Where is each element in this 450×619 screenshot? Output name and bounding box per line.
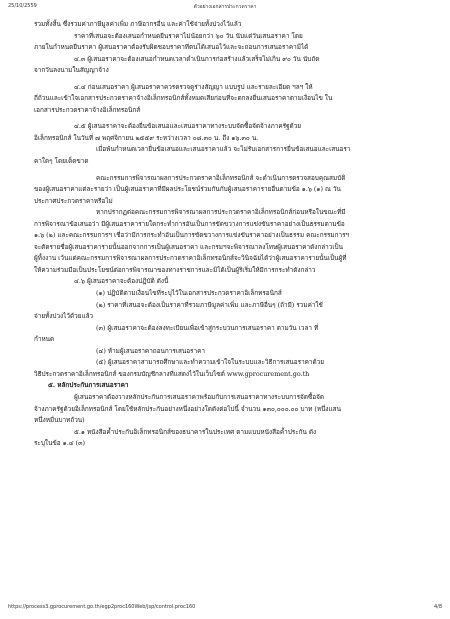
text-line: คณะกรรมการพิจารณาผลการประกวดราคาอิเล็กทรอนิกส์ จะดำเนินการตรวจสอบคุณสมบัติ (96, 173, 346, 182)
clause-4-3: ๔.๓ ผู้เสนอราคาจะต้องเสนอกำหนดเวลาดำเนินการก่อสร้างแล้วเสร็จไม่เกิน ๙๐ วัน นับถัด (74, 54, 320, 63)
text-line: หนึ่งหมื่นบาทถ้วน) (34, 416, 85, 425)
text-line: ราคาที่เสนอจะต้องเสนอกำหนดยืนราคาไม่น้อยกว่า ๖๐ วัน นับแต่วันเสนอราคา โดย (74, 31, 303, 40)
sub-item-5: (๕) ผู้เสนอราคาสามารถศึกษาและทำความเข้าใจในระบบและวิธีการเสนอราคาด้วย (96, 358, 325, 367)
text-line: วิธีประกวดราคาอิเล็กทรอนิกส์ ของกรมบัญชีกลางที่แสดงไว้ในเว็บไซต์ www.gprocurement.go.th (34, 369, 310, 378)
text-line: เอกสารประกวดราคาจ้างอิเล็กทรอนิกส์ (34, 105, 141, 114)
sub-item-2: (๒) ราคาที่เสนอจะต้องเป็นราคาที่รวมภาษีมูลค่าเพิ่ม และภาษีอื่นๆ (ถ้ามี) รวมค่าใช้ (96, 300, 323, 309)
text-line: ให้ความร่วมมือเป็นประโยชน์ต่อการพิจารณาของทางราชการและมิได้เป็นผู้ริเริ่มให้มีการกระทำดังกล่าว (34, 265, 316, 274)
sub-item-1: (๑) ปฏิบัติตามเงื่อนไขที่ระบุไว้ในเอกสารประกวดราคาอิเล็กทรอนิกส์ (96, 289, 282, 298)
text-line: รวมทั้งสิ้น ซึ่งรวมค่าภาษีมูลค่าเพิ่ม ภาษีอากรอื่น และค่าใช้จ่ายทั้งปวงไว้แล้ว (34, 20, 242, 28)
print-date: 25/10/2559 (8, 3, 37, 9)
text-line: คาใดๆ โดยเด็ดขาด (34, 157, 89, 166)
text-line: จ่ายทั้งปวงไว้ด้วยแล้ว (34, 312, 94, 321)
text-line: ถี่ถ้วนและเข้าใจเอกสารประกวดราคาจ้างอิเล็กทรอนิกส์ทั้งหมดเสียก่อนที่จะตกลงยื่นเสนอราคาตามเงื่อนไข ใน (34, 94, 333, 103)
footer-url: https://process3.gprocurement.go.th/egp2proc160Web/jsp/control.proc160 (8, 604, 196, 610)
text-line: จากวันลงนามในสัญญาจ้าง (34, 66, 109, 75)
clause-4-6: ๔.๖ ผู้เสนอราคาจะต้องปฏิบัติ ดังนี้ (74, 277, 169, 286)
text-line: จะตัดรายชื่อผู้เสนอราคารายนั้นออกจากการเป็นผู้เสนอราคา และกรมฯจะพิจารณาลงโทษผู้เสนอราคาดังกล่าวเป็น (34, 242, 343, 251)
text-line: ๑.๖ (๒) และคณะกรรมการฯ เชื่อว่ามีการกระทำอันเป็นการขัดขวางการแข่งขันราคาอย่างเป็นธรรม คณะกรรมการฯ (34, 231, 350, 240)
text-line: การพิจารณาข้อเสนอว่า มีผู้เสนอราคารายใดกระทำการอันเป็นการขัดขวางการแข่งขันราคาอย่างเป็นธรรมตามข้อ (34, 219, 345, 228)
text-line: จ้างภาครัฐด้วยอิเล็กทรอนิกส์ โดยใช้หลักประกันอย่างหนึ่งอย่างใดดังต่อไปนี้ จำนวน ๑๓๐,๐๐๐.๐๐ บาท (หนึ่งแสน (34, 404, 341, 413)
page-header (8, 3, 442, 13)
text-line: หากปรากฏต่อคณะกรรมการพิจารณาผลการประกวดราคาอิเล็กทรอนิกส์ก่อนหรือในขณะที่มี (96, 208, 346, 217)
clause-4-5: ๔.๕ ผู้เสนอราคาจะต้องยื่นข้อเสนอและเสนอราคาทางระบบจัดซื้อจัดจ้างภาครัฐด้วย (74, 122, 302, 131)
document-body (34, 19, 418, 450)
text-line: ของผู้เสนอราคาแต่ละรายว่า เป็นผู้เสนอราคาที่มีผลประโยชน์ร่วมกันกับผู้เสนอราคารายอื่นตามข้อ ๑.๖ (๑) ณ วัน (34, 185, 341, 194)
text-line: เมื่อพ้นกำหนดเวลายื่นข้อเสนอและเสนอราคาแล้ว จะไม่รับเอกสารการยื่นข้อเสนอและเสนอรา (96, 145, 351, 154)
text-line: ผู้เสนอราคาต้องวางหลักประกันการเสนอราคาพร้อมกับการเสนอราคาทางระบบการจัดซื้อจัด (74, 392, 324, 401)
clause-4-4: ๔.๔ ก่อนเสนอราคา ผู้เสนอราคาควรตรวจดูร่างสัญญา แบบรูป และรายละเอียด ฯลฯ ให้ (74, 82, 313, 91)
text-line: ระบุในข้อ ๑.๔ (๓) (34, 439, 85, 448)
text-line: กำหนด (34, 335, 55, 344)
page-number: 4/8 (433, 604, 442, 610)
text-line: ภายในกำหนดยืนราคา ผู้เสนอราคาต้องรับผิดชอบราคาที่ตนได้เสนอไว้และจะถอนการเสนอราคามิได้ (34, 43, 309, 52)
text-line: ผู้ทิ้งงาน เว้นแต่คณะกรรมการพิจารณาผลการประกวดราคาอิเล็กทรอนิกส์จะวินิจฉัยได้ว่าผู้เสนอราคารายนั้นเป็นผู้ที่ (34, 254, 347, 263)
text-line: อิเล็กทรอนิกส์ ในวันที่ ๗ พฤศจิกายน ๒๕๕๙ ระหว่างเวลา ๐๘.๓๐ น. ถึง ๑๖.๓๐ น. (34, 133, 259, 142)
page-footer (8, 604, 442, 614)
sub-item-4: (๔) ห้ามผู้เสนอราคาถอนการเสนอราคา (96, 346, 205, 355)
section-heading-5: ๕. หลักประกันการเสนอราคา (48, 381, 129, 390)
clause-5-1: ๕.๑ หนังสือค้ำประกันอิเล็กทรอนิกส์ของธนาคารในประเทศ ตามแบบหนังสือค้ำประกัน ดัง (74, 427, 317, 436)
page-title: ตัวอย่างเอกสารประกวดราคา (193, 4, 257, 10)
sub-item-3: (๓) ผู้เสนอราคาจะต้องลงทะเบียนเพื่อเข้าสู่กระบวนการเสนอราคา ตามวัน เวลา ที่ (96, 323, 319, 332)
text-line: ประกาศประกวดราคาหรือไม่ (34, 196, 113, 205)
